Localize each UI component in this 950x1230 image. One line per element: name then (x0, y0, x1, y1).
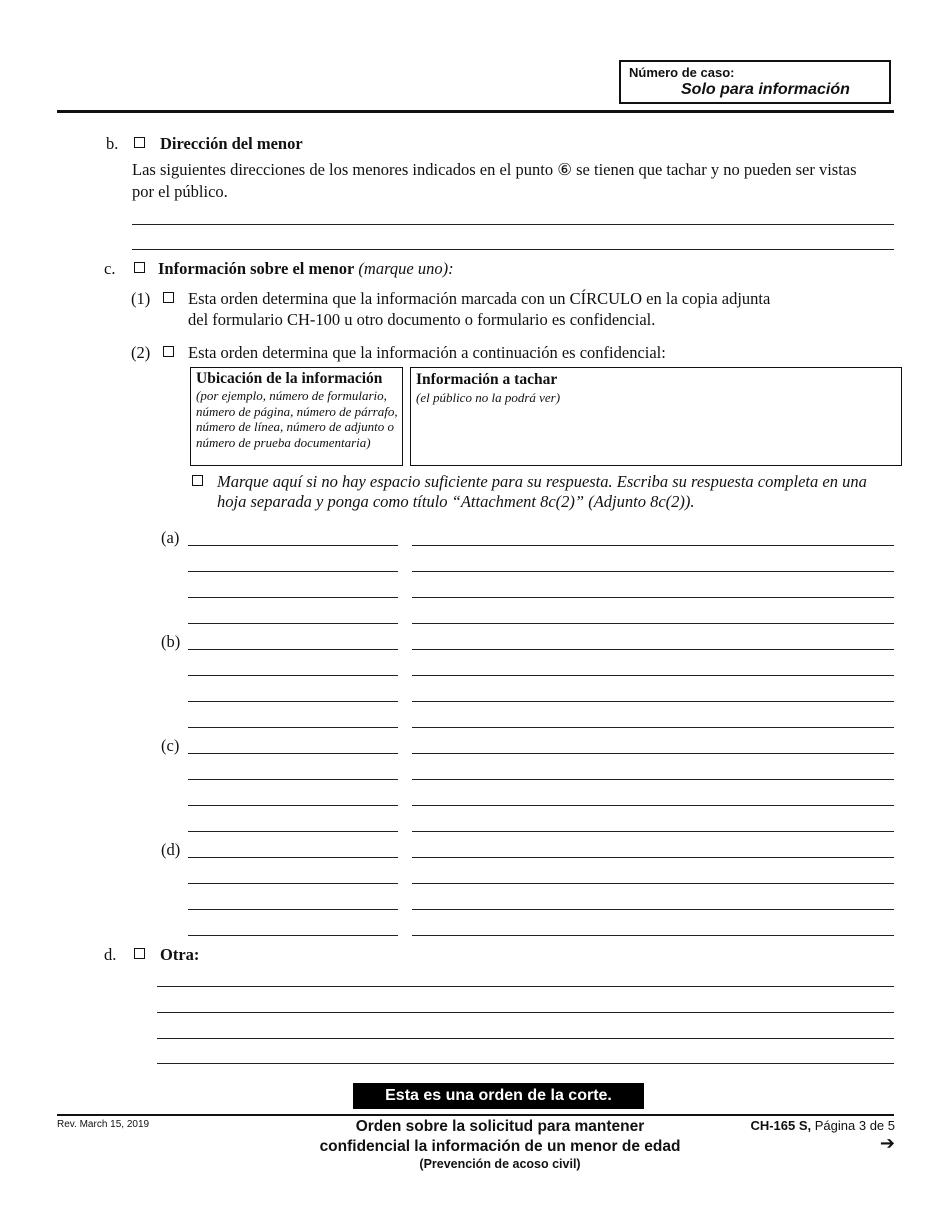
location-header-title: Ubicación de la información (196, 370, 383, 387)
section-c-title-note: (marque uno): (358, 259, 454, 278)
option1-checkbox[interactable] (163, 292, 174, 303)
footer-rule (57, 1114, 894, 1116)
section-b-letter: b. (106, 134, 119, 153)
redact-header-box (410, 367, 902, 466)
location-header-note: (por ejemplo, número de formulario, número de página, número de párrafo, número de línea, número de adjunto o número de prueba documentaria) (196, 388, 398, 450)
footer-title-line1: Orden sobre la solicitud para mantener (355, 1118, 645, 1135)
attachment-note-line2: hoja separada y ponga como título “Attachment 8c(2)” (Adjunto 8c(2)). (217, 492, 695, 511)
other-line-3[interactable] (157, 1038, 894, 1039)
redact-entry-line[interactable] (412, 545, 894, 546)
section-c-checkbox[interactable] (134, 262, 145, 273)
footer-title-line3: (Prevención de acoso civil) (419, 1157, 581, 1171)
redact-entry-line[interactable] (412, 597, 894, 598)
section-c-letter: c. (104, 259, 116, 278)
location-entry-line[interactable] (188, 779, 398, 780)
other-line-4[interactable] (157, 1063, 894, 1064)
location-entry-line[interactable] (188, 571, 398, 572)
option2-line1: Esta orden determina que la información a continuación es confidencial: (188, 343, 666, 362)
header-rule (57, 110, 894, 113)
option1-line2: del formulario CH-100 u otro documento o formulario es confidencial. (188, 310, 656, 329)
location-entry-line[interactable] (188, 701, 398, 702)
location-entry-line[interactable] (188, 857, 398, 858)
redact-entry-line[interactable] (412, 675, 894, 676)
address-line-1[interactable] (132, 224, 894, 225)
entry-label: (c) (161, 736, 180, 755)
form-id: CH-165 S, (750, 1118, 812, 1133)
entry-label: (d) (161, 840, 181, 859)
redact-entry-line[interactable] (412, 779, 894, 780)
entry-label: (b) (161, 632, 181, 651)
court-order-banner: Esta es una orden de la corte. (353, 1083, 644, 1109)
section-d-checkbox[interactable] (134, 948, 145, 959)
location-entry-line[interactable] (188, 883, 398, 884)
case-number-box (619, 60, 891, 104)
location-entry-line[interactable] (188, 649, 398, 650)
redact-entry-line[interactable] (412, 701, 894, 702)
redact-entry-line[interactable] (412, 753, 894, 754)
attachment-note-line1: Marque aquí si no hay espacio suficiente para su respuesta. Escriba su respuesta completa en una (217, 472, 867, 491)
other-line-2[interactable] (157, 1012, 894, 1013)
redact-entry-line[interactable] (412, 935, 894, 936)
redact-entry-line[interactable] (412, 831, 894, 832)
option2-checkbox[interactable] (163, 346, 174, 357)
redact-header-title: Información a tachar (416, 371, 558, 388)
section-c-title: Información sobre el menor (158, 259, 355, 278)
section-b-checkbox[interactable] (134, 137, 145, 148)
location-entry-line[interactable] (188, 935, 398, 936)
section-b-text-line2: por el público. (132, 182, 228, 201)
location-entry-line[interactable] (188, 597, 398, 598)
option1-line1: Esta orden determina que la información marcada con un CÍRCULO en la copia adjunta (188, 289, 771, 308)
other-line-1[interactable] (157, 986, 894, 987)
footer-title-line2: confidencial la información de un menor de edad (319, 1138, 681, 1155)
location-entry-line[interactable] (188, 545, 398, 546)
location-entry-line[interactable] (188, 727, 398, 728)
attachment-checkbox[interactable] (192, 475, 203, 486)
location-entry-line[interactable] (188, 753, 398, 754)
section-d-title: Otra: (160, 945, 200, 964)
redact-entry-line[interactable] (412, 805, 894, 806)
case-number-label: Número de caso: (629, 65, 735, 80)
redact-entry-line[interactable] (412, 883, 894, 884)
location-entry-line[interactable] (188, 623, 398, 624)
location-header-box (190, 367, 403, 466)
redact-entry-line[interactable] (412, 571, 894, 572)
section-b-text-line1: Las siguientes direcciones de los menores indicados en el punto ⑥ se tienen que tachar y no pueden ser vistas (132, 160, 857, 179)
form-page-info (700, 1118, 895, 1133)
location-entry-line[interactable] (188, 909, 398, 910)
redact-entry-line[interactable] (412, 623, 894, 624)
location-entry-line[interactable] (188, 675, 398, 676)
redact-header-note: (el público no la podrá ver) (416, 390, 561, 405)
location-entry-line[interactable] (188, 831, 398, 832)
case-number-value: Solo para información (681, 81, 850, 98)
address-line-2[interactable] (132, 249, 894, 250)
option2-number: (2) (131, 343, 151, 362)
redact-entry-line[interactable] (412, 727, 894, 728)
option1-number: (1) (131, 289, 151, 308)
next-page-arrow-icon: ➔ (879, 1133, 895, 1153)
revision-date: Rev. March 15, 2019 (57, 1119, 150, 1130)
redact-entry-line[interactable] (412, 857, 894, 858)
location-entry-line[interactable] (188, 805, 398, 806)
section-d-letter: d. (104, 945, 117, 964)
redact-entry-line[interactable] (412, 649, 894, 650)
page-number: Página 3 de 5 (814, 1118, 895, 1133)
section-c-heading (158, 259, 454, 279)
entry-label: (a) (161, 528, 180, 547)
redact-entry-line[interactable] (412, 909, 894, 910)
section-b-title: Dirección del menor (160, 134, 303, 153)
